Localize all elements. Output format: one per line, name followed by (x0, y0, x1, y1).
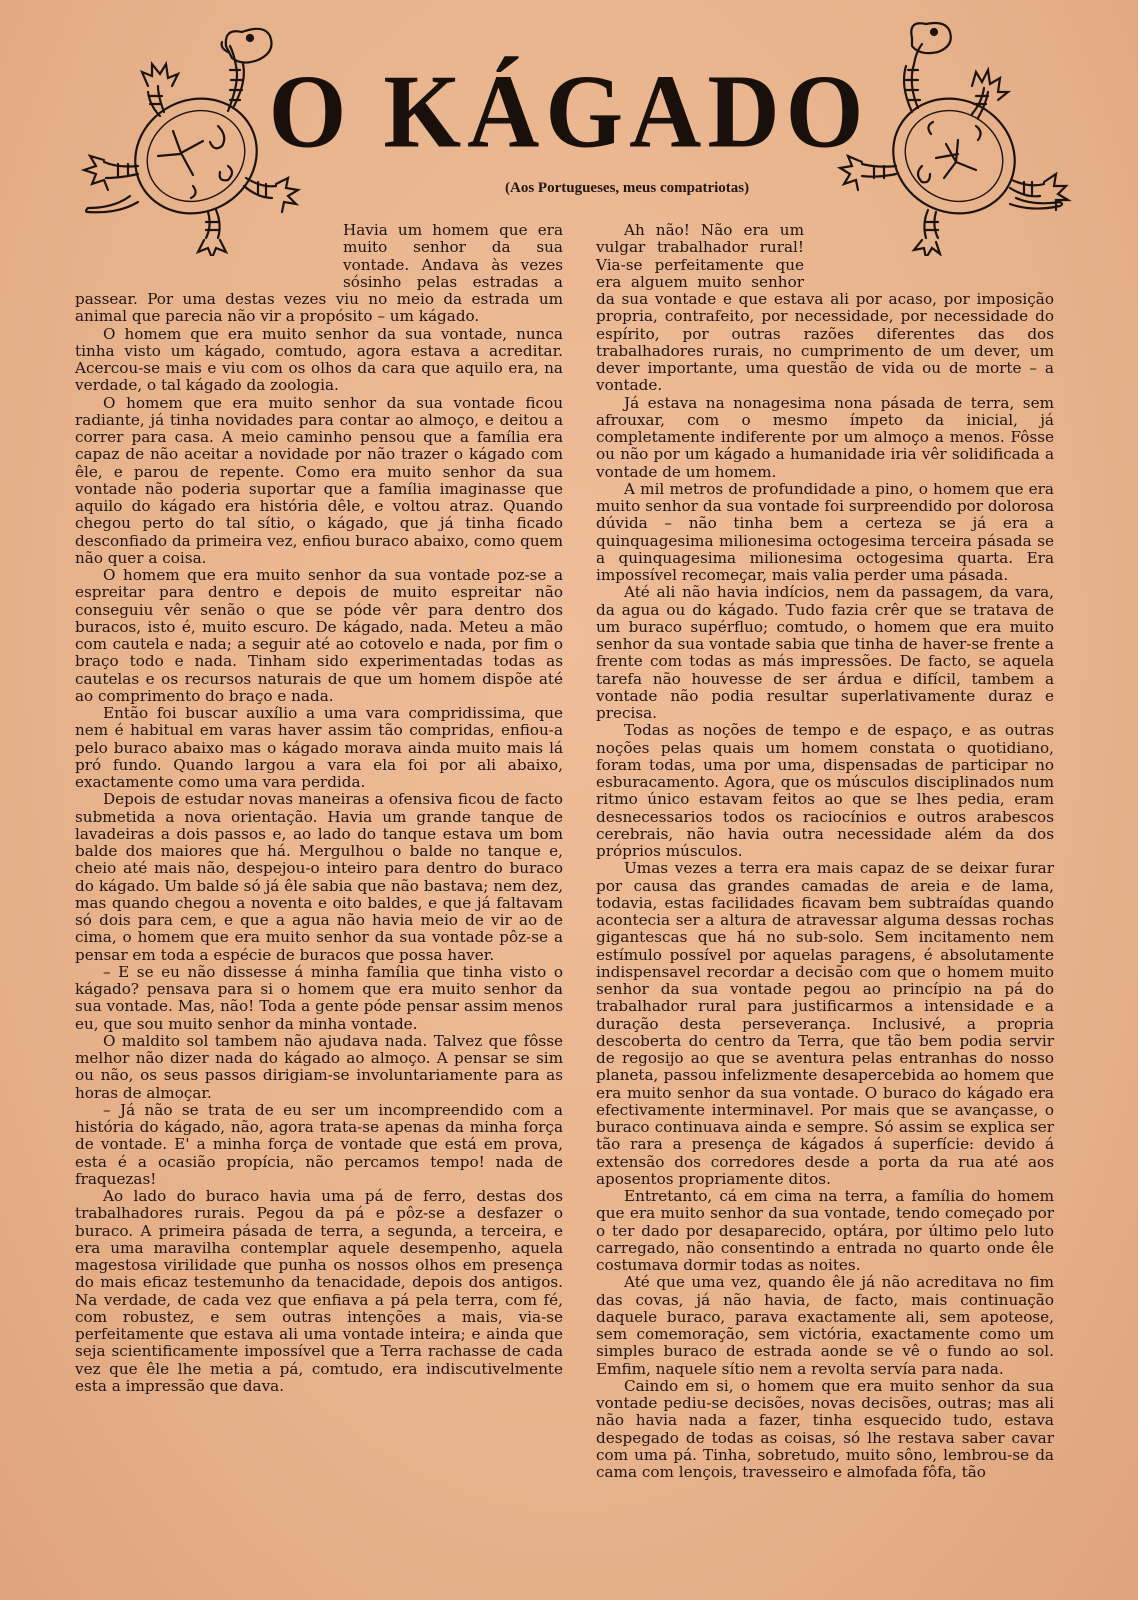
paragraph: Até que uma vez, quando êle já não acreditava no fim das covas, já não havia, de facto, mais continuação daquele buraco, parava exactamente ali, sem apoteose, sem comemoração, sem victória, exactamente como um simples buraco de estrada aonde se vê o fundo ao sol. Emfim, naquele sítio nem a revolta servía para nada. (596, 1273, 1054, 1378)
text-column-right (596, 222, 1054, 1481)
paragraph: O homem que era muito senhor da sua vontade ficou radiante, já tinha novidades para contar ao almoço, e deitou a correr para casa. A meio caminho pensou que a família era capaz de não aceitar a novidade por não trazer o kágado com êle, e parou de repente. Como era muito senhor da sua vontade não poderia suportar que a família imaginasse que aquilo do kágado era história dêle, e voltou atraz. Quando chegou perto do tal sítio, o kágado, que já tinha ficado desconfiado da primeira vez, enfiou buraco abaixo, como quem não quer a coisa. (75, 393, 563, 567)
paragraph: O maldito sol tambem não ajudava nada. Talvez que fôsse melhor não dizer nada do kágado ao almoço. A pensar se sim ou não, os seus passos dirigiam-se involuntariamente para as horas de almoçar. (75, 1031, 563, 1102)
article-dedication: (Aos Portugueses, meus compatriotas) (505, 180, 750, 196)
paragraph: – Já não se trata de eu ser um incompreendido com a história do kágado, não, agora trata-se apenas da minha força de vontade. E' a minha força de vontade que está em prova, esta é a ocasião propícia, não percamos tempo! nada de fraquezas! (75, 1100, 563, 1188)
paragraph: O homem que era muito senhor da sua vontade poz-se a espreitar para dentro e depois de muito espreitar não conseguiu vêr senão o que se póde vêr para dentro dos buracos, isto é, muito escuro. De kágado, nada. Meteu a mão com cautela e nada; a seguir até ao cotovelo e nada, por fim o braço todo e nada. Tinham sido experimentadas todas as cautelas e os recursos naturais de que um homem dispõe até ao comprimento do braço e nada. (75, 566, 563, 705)
paragraph: Já estava na nonagesima nona pásada de terra, sem afrouxar, com o mesmo ímpeto da inicial, já completamente indiferente por um almoço a menos. Fôsse ou não por um kágado a humanidade iria vêr solidificada a vontade de um homem. (596, 393, 1054, 481)
paragraph: Umas vezes a terra era mais capaz de se deixar furar por causa das grandes camadas de areia e de lama, todavia, estas facilidades ficavam bem subtraídas quando acontecia ser a altura de atravessar alguma dessas rochas gigantescas que há no sub-solo. Sem incitamento nem estímulo possível por aquelas paragens, é absolutamente indispensavel recordar a decisão com que o homem muito senhor da sua vontade pegou ao princípio na pá do trabalhador rural para justificarmos a intensidade e a duração desta perseverança. Inclusivé, a propria descoberta do centro da Terra, que tão bem podia servir de regosijo ao que se aventura pelas entranhas do nosso planeta, passou infelizmente desapercebida ao homem que era muito senhor da sua vontade. O buraco do kágado era efectivamente interminavel. Por mais que se avançasse, o buraco continuava ainda e sempre. Só assim se explica ser tão rara a presença de kágados á superfície: devido á extensão dos corredores desde a porta da rua até aos aposentos propriamente ditos. (596, 859, 1054, 1188)
text-column-left (75, 222, 563, 1395)
paragraph: O homem que era muito senhor da sua vontade, nunca tinha visto um kágado, comtudo, agora estava a acreditar. Acercou-se mais e viu com os olhos da cara que aquilo era, na verdade, o tal kágado da zoologia. (75, 324, 563, 395)
article-title: O KÁGADO (268, 53, 870, 170)
paragraph: Ah não! Não era um vulgar trabalhador rural! Via-se perfeitamente que era alguem muito senhor da sua vontade e que estava ali por acaso, por imposição propria, contrafeito, por necessidade, por necessidade do espírito, por outras razões diferentes das dos trabalhadores rurais, no cumprimento de um dever, um dever importante, uma questão de vida ou de morte – a vontade. (596, 221, 1054, 395)
paragraph: Todas as noções de tempo e de espaço, e as outras noções pelas quais um homem constata o quotidiano, foram todas, uma por uma, dispensadas de participar no esburacamento. Agora, que os músculos disciplinados num ritmo único estavam feitos ao que se lhes pedia, eram desnecessarios todos os raciocínios e outros arabescos cerebrais, não havia outra necessidade além da dos próprios músculos. (596, 721, 1054, 860)
paragraph: Ao lado do buraco havia uma pá de ferro, destas dos trabalhadores rurais. Pegou da pá e pôz-se a desfazer o buraco. A primeira pásada de terra, a segunda, a terceira, e era uma maravilha contemplar aquele desempenho, aquela magestosa virilidade que punha os nossos olhos em presença do mais eficaz testemunho da tenacidade, depois dos antigos. Na verdade, de cada vez que enfiava a pá pela terra, com fé, com robustez, e sem outras intenções a mais, via-se perfeitamente que estava ali uma vontade inteira; e ainda que seja scientificamente impossível que a Terra rachasse de cada vez que êle lhe metia a pá, comtudo, era indiscutivelmente esta a impressão que dava. (75, 1187, 563, 1395)
paragraph: A mil metros de profundidade a pino, o homem que era muito senhor da sua vontade foi surpreendido por dolorosa dúvida – não tinha bem a certeza se já era a quinquagesima milionesima octogesima terceira pásada se a quinquagesima milionesima octogesima quarta. Era impossível recomeçar, mais valia perder uma pásada. (596, 479, 1054, 584)
paragraph: – E se eu não dissesse á minha família que tinha visto o kágado? pensava para si o homem que era muito senhor da sua vontade. Mas, não! Toda a gente póde pensar assim menos eu, que sou muito senhor da minha vontade. (75, 962, 563, 1033)
paragraph: Caindo em si, o homem que era muito senhor da sua vontade pediu-se decisões, novas decisões, outras; mas ali não havia nada a fazer, tinha esquecido tudo, estava despegado de todas as coisas, só lhe restava saber cavar com uma pá. Tinha, sobretudo, muito sôno, lembrou-se da cama com lençois, travesseiro e almofada fôfa, tão (596, 1376, 1054, 1481)
paragraph: Até ali não havia indícios, nem da passagem, da vara, da agua ou do kágado. Tudo fazia crêr que se tratava de um buraco supérfluo; comtudo, o homem que era muito senhor da sua vontade sabia que tinha de haver-se frente a frente com todas as más impressões. De facto, se aquela tarefa não houvesse de ser árdua e difícil, tambem a vontade não podia resultar superlativamente duraz e precisa. (596, 583, 1054, 722)
paragraph: Entretanto, cá em cima na terra, a família do homem que era muito senhor da sua vontade, tendo começado por o ter dado por desaparecido, optára, por último pelo luto carregado, não consentindo a entrada no quarto onde êle costumava dormir todas as noites. (596, 1187, 1054, 1274)
paragraph: Depois de estudar novas maneiras a ofensiva ficou de facto submetida a nova orientação. Havia um grande tanque de lavadeiras a dois passos e, ao lado do tanque estava um bom balde dos maiores que há. Mergulhou o balde no tanque e, cheio até mais não, despejou-o inteiro para dentro do buraco do kágado. Um balde só já êle sabia que não bastava; nem dez, mas quando chegou a noventa e oito baldes, e que já faltavam só dois para cem, e que a agua não havia meio de vir ao de cima, o homem que era muito senhor da sua vontade pôz-se a pensar em toda a espécie de buracos que possa haver. (75, 790, 563, 964)
paragraph: Havia um homem que era muito senhor da sua vontade. Andava às vezes sósinho pelas estradas a passear. Por uma destas vezes viu no meio da estrada um animal que parecia não vir a propósito – um kágado. (75, 221, 563, 326)
illustration-spacer (804, 222, 1054, 274)
illustration-spacer (75, 222, 343, 274)
paragraph: Então foi buscar auxílio a uma vara compridissima, que nem é habitual em varas haver assim tão compridas, enfiou-a pelo buraco abaixo mas o kágado morava ainda muito mais lá pró fundo. Quando largou a vara ela foi por ali abaixo, exactamente como uma vara perdida. (75, 704, 563, 791)
